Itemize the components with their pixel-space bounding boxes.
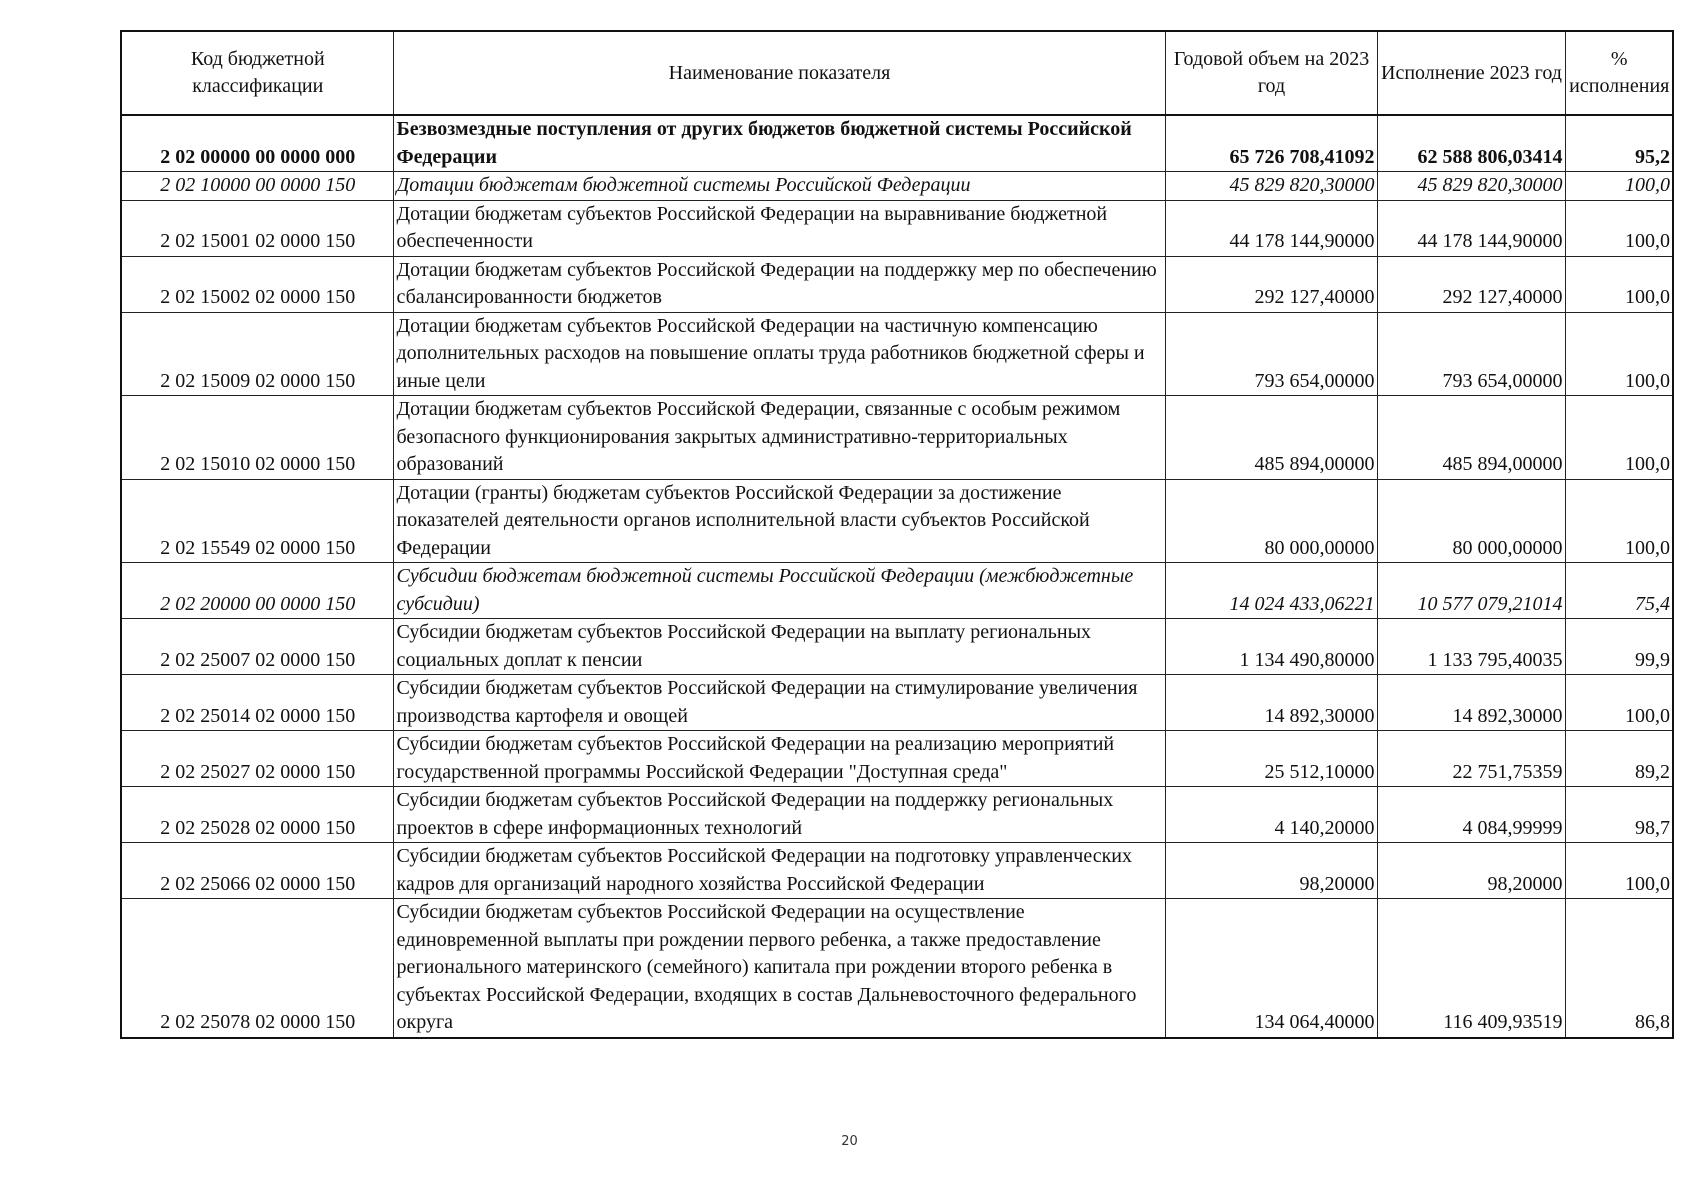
row-percent-cell: 100,0 [1565, 256, 1673, 312]
row-code-cell: 2 02 20000 00 0000 150 [121, 563, 393, 619]
row-code-cell: 2 02 15549 02 0000 150 [121, 479, 393, 563]
row-percent-cell: 95,2 [1565, 115, 1673, 172]
row-execution-cell: 14 892,30000 [1377, 675, 1565, 731]
table-row [121, 172, 1673, 201]
budget-execution-table [120, 30, 1674, 1039]
table-row [121, 563, 1673, 619]
row-percent-cell: 100,0 [1565, 396, 1673, 480]
row-name-cell: Субсидии бюджетам субъектов Российской Федерации на стимулирование увеличения производства картофеля и овощей [393, 675, 1165, 731]
row-execution-cell: 793 654,00000 [1377, 312, 1565, 396]
row-execution-cell: 292 127,40000 [1377, 256, 1565, 312]
row-percent-cell: 89,2 [1565, 731, 1673, 787]
header-execution: Исполнение 2023 год [1377, 31, 1565, 115]
row-plan-cell: 45 829 820,30000 [1165, 172, 1377, 201]
row-name-cell: Дотации (гранты) бюджетам субъектов Российской Федерации за достижение показателей деятельности органов исполнительной власти субъектов Российской Федерации [393, 479, 1165, 563]
table-row [121, 619, 1673, 675]
header-row [121, 31, 1673, 115]
row-execution-cell: 22 751,75359 [1377, 731, 1565, 787]
row-plan-cell: 44 178 144,90000 [1165, 200, 1377, 256]
table-row [121, 675, 1673, 731]
row-plan-cell: 1 134 490,80000 [1165, 619, 1377, 675]
row-code-cell: 2 02 15010 02 0000 150 [121, 396, 393, 480]
table-row [121, 115, 1673, 172]
row-percent-cell: 86,8 [1565, 899, 1673, 1038]
row-name-cell: Безвозмездные поступления от других бюджетов бюджетной системы Российской Федерации [393, 115, 1165, 172]
row-plan-cell: 485 894,00000 [1165, 396, 1377, 480]
page-number: 20 [841, 1134, 858, 1149]
row-percent-cell: 100,0 [1565, 843, 1673, 899]
row-percent-cell: 99,9 [1565, 619, 1673, 675]
table-body [121, 115, 1673, 1038]
table-row [121, 787, 1673, 843]
row-plan-cell: 25 512,10000 [1165, 731, 1377, 787]
row-percent-cell: 100,0 [1565, 172, 1673, 201]
row-percent-cell: 98,7 [1565, 787, 1673, 843]
row-name-cell: Дотации бюджетам субъектов Российской Федерации на частичную компенсацию дополнительных расходов на повышение оплаты труда работников бюджетной сферы и иные цели [393, 312, 1165, 396]
row-code-cell: 2 02 25028 02 0000 150 [121, 787, 393, 843]
row-name-cell: Субсидии бюджетам бюджетной системы Российской Федерации (межбюджетные субсидии) [393, 563, 1165, 619]
row-percent-cell: 100,0 [1565, 312, 1673, 396]
header-name: Наименование показателя [393, 31, 1165, 115]
table-row [121, 200, 1673, 256]
row-execution-cell: 1 133 795,40035 [1377, 619, 1565, 675]
row-code-cell: 2 02 10000 00 0000 150 [121, 172, 393, 201]
row-plan-cell: 98,20000 [1165, 843, 1377, 899]
row-execution-cell: 44 178 144,90000 [1377, 200, 1565, 256]
row-execution-cell: 4 084,99999 [1377, 787, 1565, 843]
row-code-cell: 2 02 15009 02 0000 150 [121, 312, 393, 396]
row-execution-cell: 10 577 079,21014 [1377, 563, 1565, 619]
row-name-cell: Субсидии бюджетам субъектов Российской Федерации на выплату региональных социальных доплат к пенсии [393, 619, 1165, 675]
row-execution-cell: 62 588 806,03414 [1377, 115, 1565, 172]
row-percent-cell: 75,4 [1565, 563, 1673, 619]
row-execution-cell: 116 409,93519 [1377, 899, 1565, 1038]
table-row [121, 731, 1673, 787]
row-execution-cell: 98,20000 [1377, 843, 1565, 899]
table-row [121, 256, 1673, 312]
row-code-cell: 2 02 25078 02 0000 150 [121, 899, 393, 1038]
row-name-cell: Дотации бюджетам субъектов Российской Федерации на поддержку мер по обеспечению сбалансированности бюджетов [393, 256, 1165, 312]
table-row [121, 843, 1673, 899]
header-percent: % исполнения [1565, 31, 1673, 115]
row-percent-cell: 100,0 [1565, 479, 1673, 563]
table-row [121, 396, 1673, 480]
row-plan-cell: 134 064,40000 [1165, 899, 1377, 1038]
row-code-cell: 2 02 15001 02 0000 150 [121, 200, 393, 256]
row-name-cell: Дотации бюджетам бюджетной системы Российской Федерации [393, 172, 1165, 201]
row-plan-cell: 80 000,00000 [1165, 479, 1377, 563]
row-percent-cell: 100,0 [1565, 200, 1673, 256]
row-code-cell: 2 02 25066 02 0000 150 [121, 843, 393, 899]
row-plan-cell: 65 726 708,41092 [1165, 115, 1377, 172]
row-execution-cell: 485 894,00000 [1377, 396, 1565, 480]
header-plan: Годовой объем на 2023 год [1165, 31, 1377, 115]
row-plan-cell: 4 140,20000 [1165, 787, 1377, 843]
table-row [121, 899, 1673, 1038]
row-name-cell: Субсидии бюджетам субъектов Российской Федерации на подготовку управленческих кадров для организаций народного хозяйства Российской Федерации [393, 843, 1165, 899]
row-name-cell: Субсидии бюджетам субъектов Российской Федерации на реализацию мероприятий государственной программы Российской Федерации "Доступная среда" [393, 731, 1165, 787]
row-execution-cell: 80 000,00000 [1377, 479, 1565, 563]
row-name-cell: Субсидии бюджетам субъектов Российской Федерации на осуществление единовременной выплаты при рождении первого ребенка, а также предоставление регионального материнского (семейного) капитала при рождении второго ребенка в субъектах Российской Федерации, входящих в состав Дальневосточного федерального округа [393, 899, 1165, 1038]
row-execution-cell: 45 829 820,30000 [1377, 172, 1565, 201]
table-header [121, 31, 1673, 115]
row-name-cell: Дотации бюджетам субъектов Российской Федерации, связанные с особым режимом безопасного функционирования закрытых административно-территориальных образований [393, 396, 1165, 480]
table-row [121, 479, 1673, 563]
row-code-cell: 2 02 00000 00 0000 000 [121, 115, 393, 172]
row-name-cell: Субсидии бюджетам субъектов Российской Федерации на поддержку региональных проектов в сфере информационных технологий [393, 787, 1165, 843]
row-plan-cell: 292 127,40000 [1165, 256, 1377, 312]
row-plan-cell: 793 654,00000 [1165, 312, 1377, 396]
row-plan-cell: 14 892,30000 [1165, 675, 1377, 731]
row-percent-cell: 100,0 [1565, 675, 1673, 731]
table-row [121, 312, 1673, 396]
row-code-cell: 2 02 25014 02 0000 150 [121, 675, 393, 731]
row-plan-cell: 14 024 433,06221 [1165, 563, 1377, 619]
row-name-cell: Дотации бюджетам субъектов Российской Федерации на выравнивание бюджетной обеспеченности [393, 200, 1165, 256]
row-code-cell: 2 02 15002 02 0000 150 [121, 256, 393, 312]
row-code-cell: 2 02 25007 02 0000 150 [121, 619, 393, 675]
row-code-cell: 2 02 25027 02 0000 150 [121, 731, 393, 787]
header-code: Код бюджетной классификации [121, 31, 393, 115]
